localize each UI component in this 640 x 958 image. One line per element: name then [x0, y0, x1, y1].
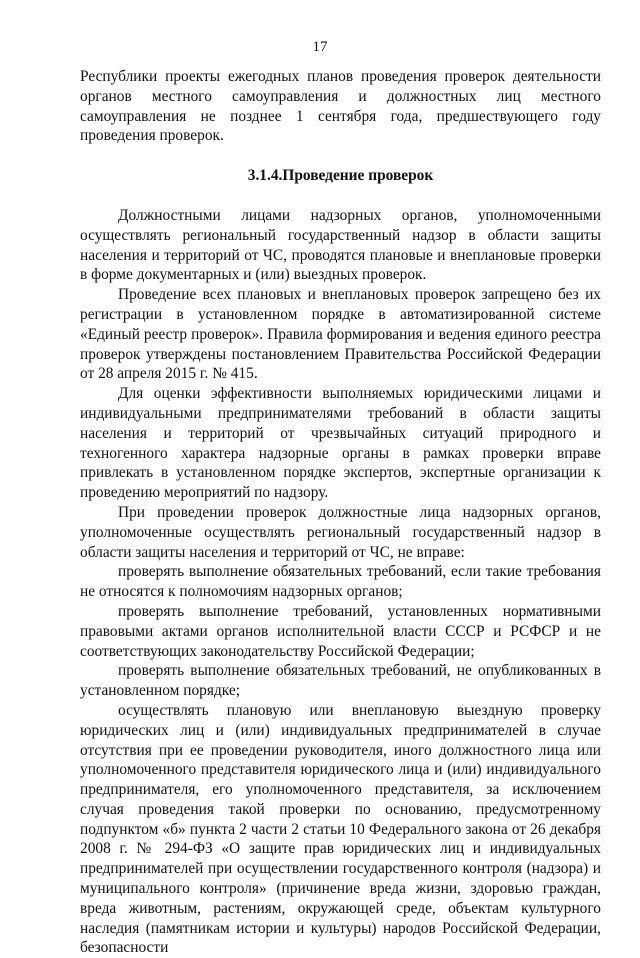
list-item-restriction-3: проверять выполнение обязательных требований, не опубликованных в установленном порядке; [80, 662, 601, 700]
list-item-restriction-2: проверять выполнение требований, установленных нормативными правовыми актами органов исполнительной власти СССР и РСФСР и не соответствующих законодательству Российской Федерации; [80, 602, 601, 660]
section-heading: 3.1.4.Проведение проверок [247, 167, 434, 185]
paragraph-experts: Для оценки эффективности выполняемых юридическими лицами и индивидуальными предпринимателями требований в области защиты населения и территорий от чрезвычайных ситуаций природного и техногенного характера надзорные органы в рамках проверки вправе привлекать в установленном порядке экспертов, экспертные организации к проведению мероприятий по надзору. [80, 385, 601, 502]
document-body [80, 67, 601, 958]
paragraph-registry: Проведение всех плановых и внеплановых проверок запрещено без их регистрации в установленном порядке в автоматизированной системе «Единый реестр проверок». Правила формирования и ведения единого реестра проверок утверждены постановлением Правительства Российской Федерации от 28 апреля 2015 г. № 415. [80, 286, 601, 383]
list-item-restriction-4: осуществлять плановую или внеплановую выездную проверку юридических лиц и (или) индивидуальных предпринимателей в случае отсутствия при ее проведении руководителя, иного должностного лица или уполномоченного представителя юридического лица и (или) индивидуального предпринимателя, его уполномоченного представителя, за исключением случая проведения такой проверки по основанию, предусмотренному подпунктом «б» пункта 2 части 2 статьи 10 Федерального закона от 26 декабря 2008 г. № 294-ФЗ «О защите прав юридических лиц и индивидуальных предпринимателей при осуществлении государственного контроля (надзора) и муниципального контроля» (причинение вреда жизни, здоровью граждан, вреда животным, растениям, окружающей среде, объектам культурного наследия (памятникам истории и культуры) народов Российской Федерации, безопасности [80, 701, 601, 957]
intro-paragraph: Республики проекты ежегодных планов проведения проверок деятельности органов местного самоуправления и должностных лиц местного самоуправления не позднее 1 сентября года, предшествующего году проведения проверок. [80, 68, 601, 145]
list-item-restriction-1: проверять выполнение обязательных требований, если такие требования не относятся к полномочиям надзорных органов; [80, 563, 601, 601]
paragraph-restrictions-intro: При проведении проверок должностные лица надзорных органов, уполномоченные осуществлять региональный государственный надзор в области защиты населения и территорий от ЧС, не вправе: [80, 503, 601, 561]
page-number: 17 [312, 39, 328, 55]
paragraph-inspections-types: Должностными лицами надзорных органов, уполномоченными осуществлять региональный государственный надзор в области защиты населения и территорий от ЧС, проводятся плановые и внеплановые проверки в форме документарных и (или) выездных проверок. [80, 206, 601, 284]
